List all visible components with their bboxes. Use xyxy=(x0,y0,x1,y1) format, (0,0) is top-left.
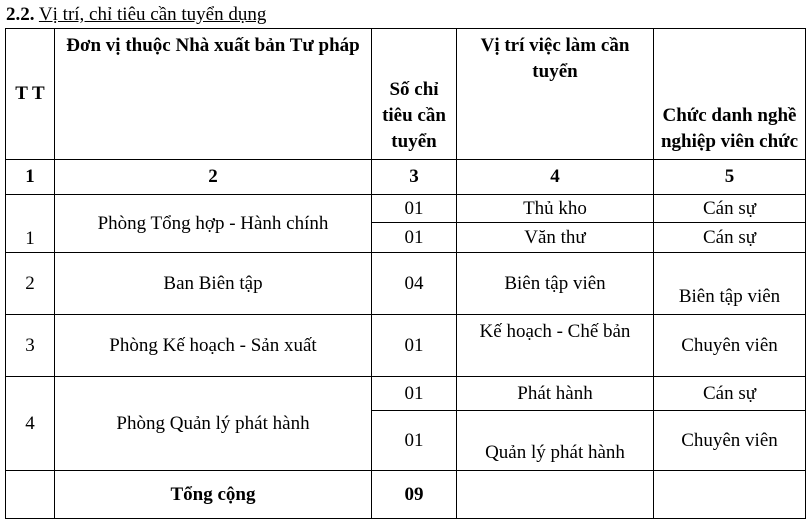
row-position: Biên tập viên xyxy=(457,253,654,315)
row-position: Kế hoạch - Chế bản xyxy=(457,315,654,377)
column-number-row xyxy=(6,160,806,195)
row-quota: 01 xyxy=(372,377,457,411)
row-quota: 01 xyxy=(372,223,457,253)
row-title: Cán sự xyxy=(654,377,806,411)
row-tt: 3 xyxy=(6,315,55,377)
row-position: Phát hành xyxy=(457,377,654,411)
row-quota: 01 xyxy=(372,315,457,377)
table-row xyxy=(6,253,806,315)
header-unit: Đơn vị thuộc Nhà xuất bản Tư pháp xyxy=(55,29,372,160)
row-tt: 1 xyxy=(6,195,55,253)
header-position: Vị trí việc làm cần tuyển xyxy=(457,29,654,160)
column-number: 1 xyxy=(6,160,55,195)
row-quota: 01 xyxy=(372,411,457,471)
row-title: Cán sự xyxy=(654,223,806,253)
column-number: 2 xyxy=(55,160,372,195)
row-quota: 01 xyxy=(372,195,457,223)
row-title: Chuyên viên xyxy=(654,315,806,377)
total-row xyxy=(6,471,806,519)
header-row xyxy=(6,29,806,160)
header-tt: T T xyxy=(6,29,55,160)
recruitment-table xyxy=(5,28,806,519)
row-tt: 4 xyxy=(6,377,55,471)
column-number: 3 xyxy=(372,160,457,195)
row-tt: 2 xyxy=(6,253,55,315)
total-label: Tổng cộng xyxy=(55,471,372,519)
total-position xyxy=(457,471,654,519)
row-position: Quản lý phát hành xyxy=(457,411,654,471)
section-heading xyxy=(6,2,266,28)
row-title: Chuyên viên xyxy=(654,411,806,471)
row-unit: Phòng Kế hoạch - Sản xuất xyxy=(55,315,372,377)
row-unit: Ban Biên tập xyxy=(55,253,372,315)
row-unit: Phòng Quản lý phát hành xyxy=(55,377,372,471)
row-position: Thủ kho xyxy=(457,195,654,223)
table-row xyxy=(6,315,806,377)
row-title: Cán sự xyxy=(654,195,806,223)
row-quota: 04 xyxy=(372,253,457,315)
header-title: Chức danh nghề nghiệp viên chức xyxy=(654,29,806,160)
row-unit: Phòng Tổng hợp - Hành chính xyxy=(55,195,372,253)
column-number: 4 xyxy=(457,160,654,195)
header-quota: Số chỉ tiêu cần tuyển xyxy=(372,29,457,160)
section-title: Vị trí, chỉ tiêu cần tuyển dụng xyxy=(38,4,267,25)
section-number: 2.2. xyxy=(6,4,35,25)
total-title xyxy=(654,471,806,519)
table-row xyxy=(6,377,806,411)
table-row xyxy=(6,195,806,223)
row-title: Biên tập viên xyxy=(654,253,806,315)
row-position: Văn thư xyxy=(457,223,654,253)
total-tt xyxy=(6,471,55,519)
total-quota: 09 xyxy=(372,471,457,519)
column-number: 5 xyxy=(654,160,806,195)
